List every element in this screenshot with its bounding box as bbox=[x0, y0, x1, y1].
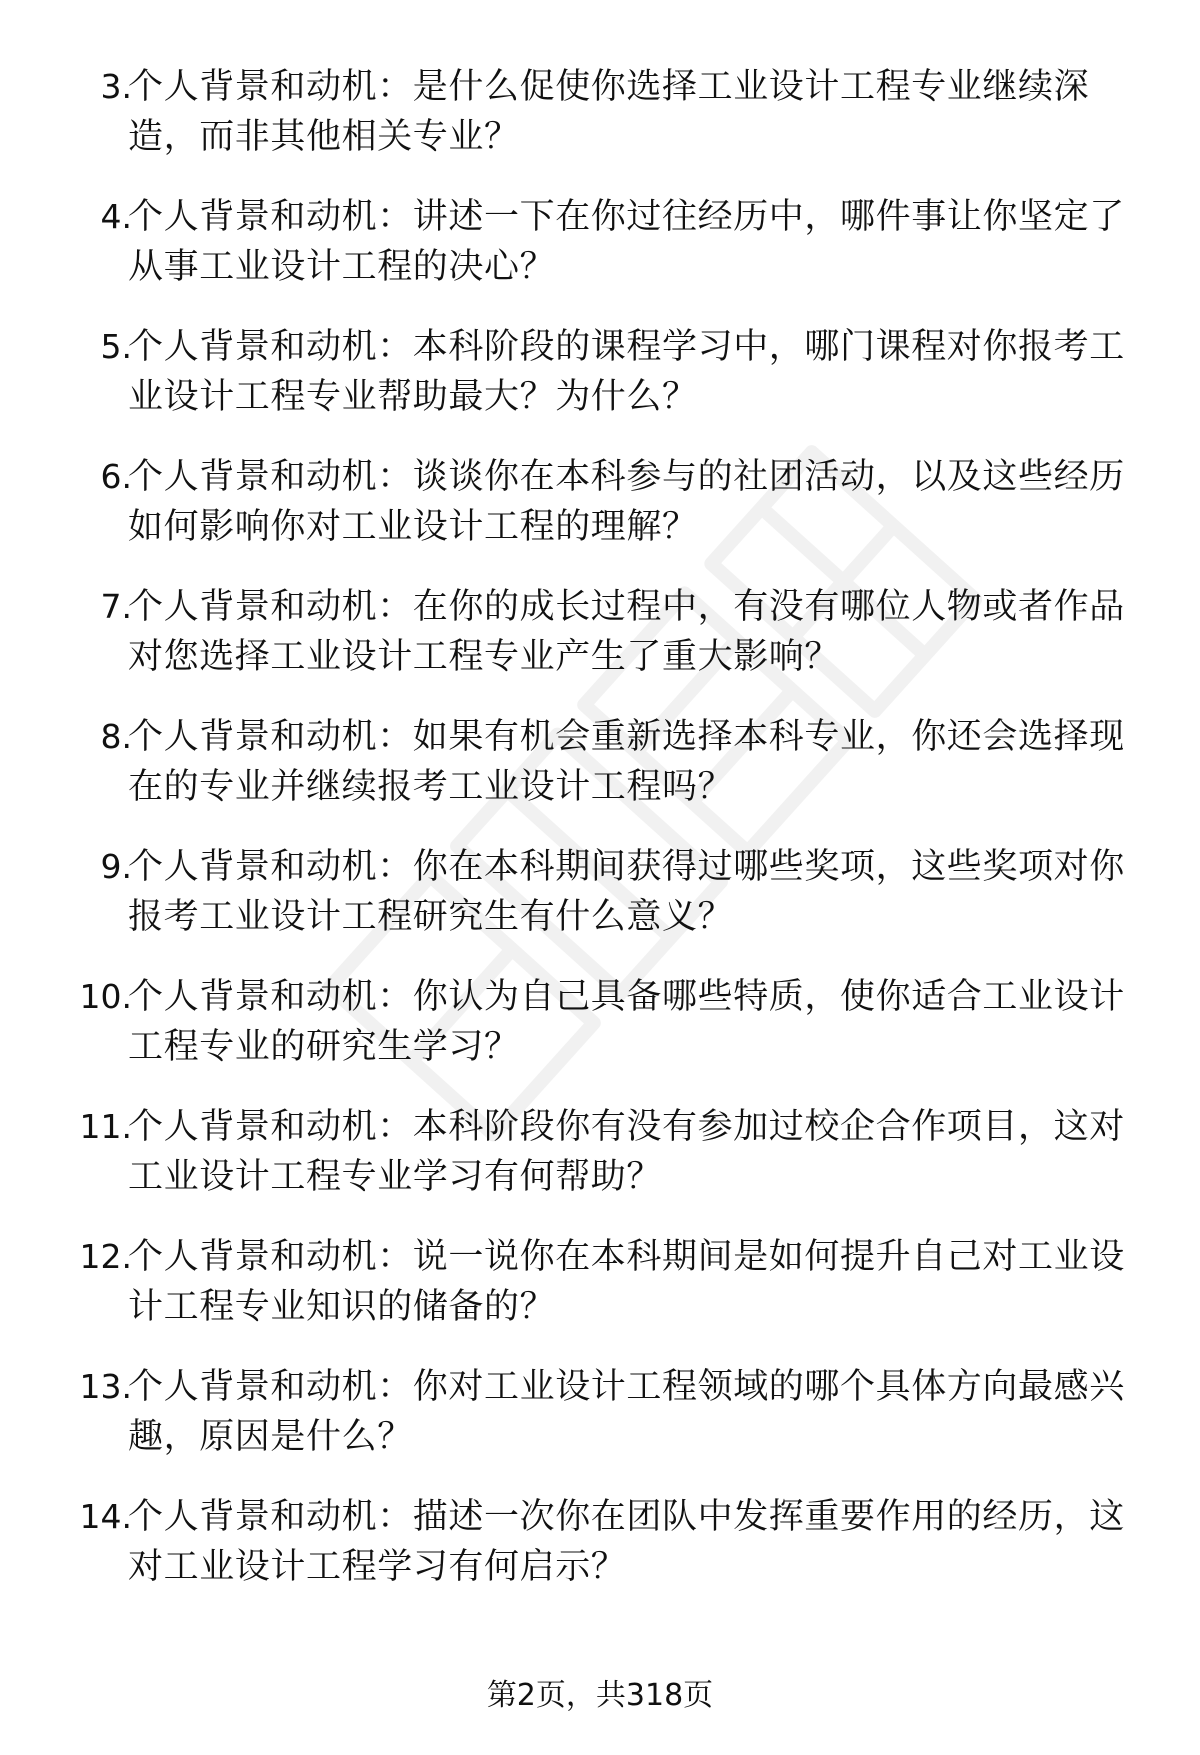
question-number: 11. bbox=[79, 1107, 132, 1146]
question-item bbox=[0, 1232, 1200, 1362]
question-item bbox=[0, 1492, 1200, 1622]
question-text: 个人背景和动机：本科阶段的课程学习中，哪门课程对你报考工业设计工程专业帮助最大？为什么？ bbox=[128, 327, 1125, 417]
question-text: 个人背景和动机：如果有机会重新选择本科专业，你还会选择现在的专业并继续报考工业设计工程吗？ bbox=[128, 717, 1125, 807]
question-number: 12. bbox=[79, 1237, 132, 1276]
question-item bbox=[0, 452, 1200, 582]
page-number-footer: 第2页，共318页 bbox=[486, 1678, 714, 1713]
question-text: 个人背景和动机：你对工业设计工程领域的哪个具体方向最感兴趣，原因是什么？ bbox=[128, 1367, 1125, 1457]
question-text: 个人背景和动机：描述一次你在团队中发挥重要作用的经历，这对工业设计工程学习有何启示？ bbox=[128, 1497, 1125, 1587]
question-number: 6. bbox=[100, 457, 132, 496]
question-item bbox=[0, 712, 1200, 842]
question-text: 个人背景和动机：谈谈你在本科参与的社团活动，以及这些经历如何影响你对工业设计工程的理解？ bbox=[128, 457, 1125, 547]
question-text: 个人背景和动机：说一说你在本科期间是如何提升自己对工业设计工程专业知识的储备的？ bbox=[128, 1237, 1125, 1327]
question-item bbox=[0, 192, 1200, 322]
question-text: 个人背景和动机：你在本科期间获得过哪些奖项，这些奖项对你报考工业设计工程研究生有什么意义？ bbox=[128, 847, 1125, 937]
question-item bbox=[0, 62, 1200, 192]
question-list bbox=[0, 62, 1200, 1622]
question-item bbox=[0, 972, 1200, 1102]
question-item bbox=[0, 582, 1200, 712]
question-text: 个人背景和动机：讲述一下在你过往经历中，哪件事让你坚定了从事工业设计工程的决心？ bbox=[128, 197, 1125, 287]
question-number: 7. bbox=[100, 587, 132, 626]
question-text: 个人背景和动机：在你的成长过程中，有没有哪位人物或者作品对您选择工业设计工程专业产生了重大影响？ bbox=[128, 587, 1125, 677]
question-number: 10. bbox=[79, 977, 132, 1016]
question-number: 14. bbox=[79, 1497, 132, 1536]
question-text: 个人背景和动机：本科阶段你有没有参加过校企合作项目，这对工业设计工程专业学习有何帮助？ bbox=[128, 1107, 1125, 1197]
question-number: 13. bbox=[79, 1367, 132, 1406]
question-number: 5. bbox=[100, 327, 132, 366]
question-item bbox=[0, 1102, 1200, 1232]
question-item bbox=[0, 842, 1200, 972]
question-item bbox=[0, 322, 1200, 452]
question-text: 个人背景和动机：你认为自己具备哪些特质，使你适合工业设计工程专业的研究生学习？ bbox=[128, 977, 1125, 1067]
question-text: 个人背景和动机：是什么促使你选择工业设计工程专业继续深造，而非其他相关专业？ bbox=[128, 67, 1090, 157]
question-number: 9. bbox=[100, 847, 132, 886]
question-number: 8. bbox=[100, 717, 132, 756]
question-item bbox=[0, 1362, 1200, 1492]
question-number: 4. bbox=[100, 197, 132, 236]
question-number: 3. bbox=[100, 67, 132, 106]
